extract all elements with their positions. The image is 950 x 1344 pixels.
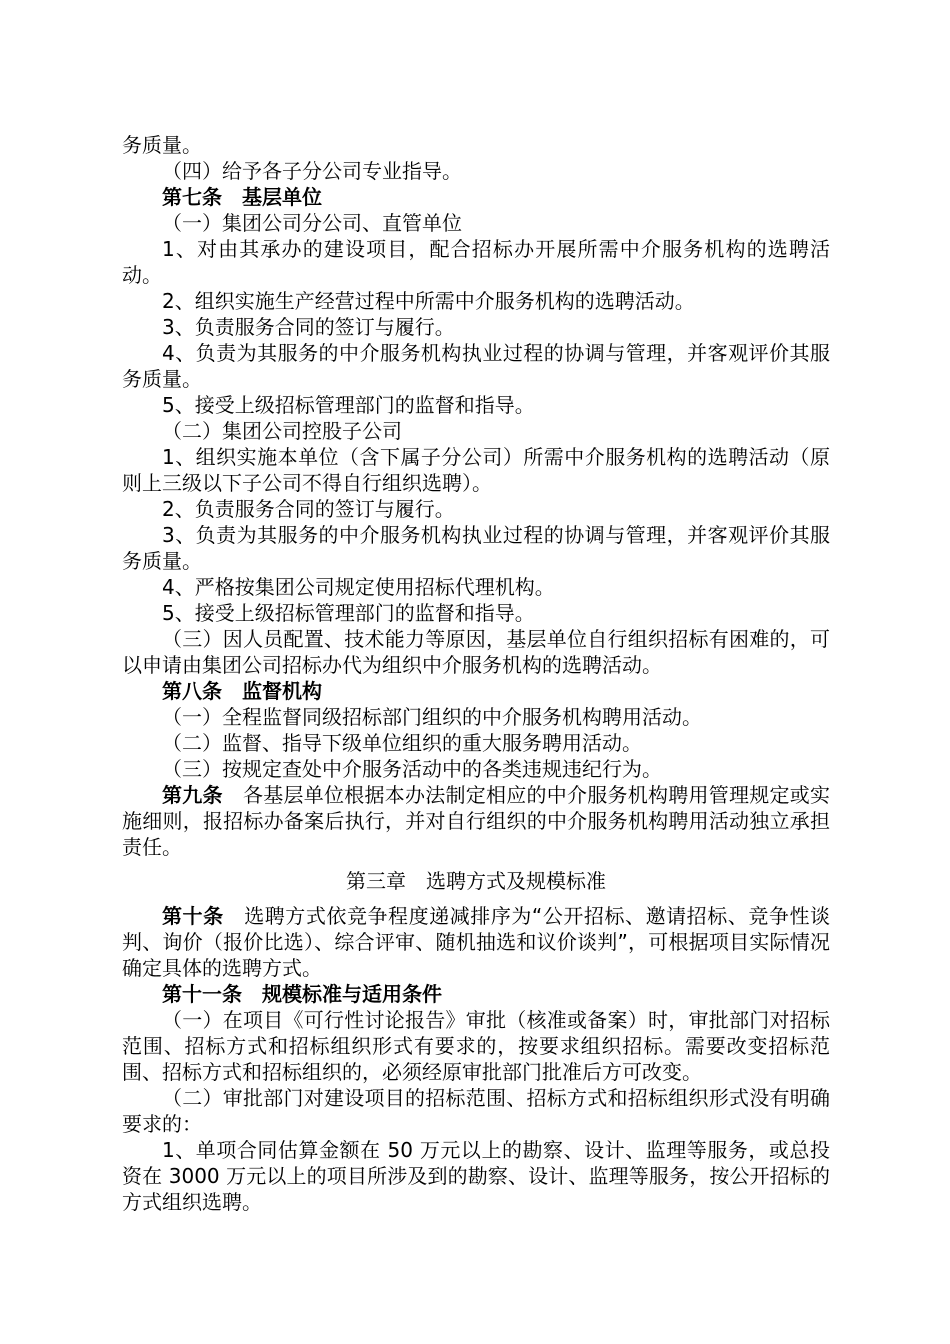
paragraph: 务质量。 bbox=[122, 133, 202, 157]
paragraph: 3、负责服务合同的签订与履行。 bbox=[162, 315, 455, 339]
paragraph: （二）监督、指导下级单位组织的重大服务聘用活动。 bbox=[162, 731, 642, 755]
article-paragraph bbox=[122, 903, 830, 981]
paragraph: （二）审批部门对建设项目的招标范围、招标方式和招标组织形式没有明确要求的： bbox=[122, 1086, 830, 1136]
chapter-title: 第三章 选聘方式及规模标准 bbox=[346, 869, 606, 893]
paragraph: （一）在项目《可行性讨论报告》审批（核准或备案）时，审批部门对招标范围、招标方式和招标组织形式有要求的，按要求组织招标。需要改变招标范围、招标方式和招标组织的，必须经原审批部门批准后方可改变。 bbox=[122, 1008, 830, 1084]
paragraph: 1、对由其承办的建设项目，配合招标办开展所需中介服务机构的选聘活动。 bbox=[122, 237, 830, 287]
article-body: 各基层单位根据本办法制定相应的中介服务机构聘用管理规定或实施细则，报招标办备案后执行，并对自行组织的中介服务机构聘用活动独立承担责任。 bbox=[122, 783, 830, 859]
paragraph: （三）因人员配置、技术能力等原因，基层单位自行组织招标有困难的，可以申请由集团公司招标办代为组织中介服务机构的选聘活动。 bbox=[122, 627, 830, 677]
article-heading: 第十条 bbox=[162, 904, 224, 928]
article-heading: 第八条 监督机构 bbox=[162, 679, 322, 703]
paragraph: 4、严格按集团公司规定使用招标代理机构。 bbox=[162, 575, 555, 599]
article-body: 选聘方式依竞争程度递减排序为“公开招标、邀请招标、竞争性谈判、询价（报价比选）、综合评审、随机抽选和议价谈判”，可根据项目实际情况确定具体的选聘方式。 bbox=[122, 904, 830, 980]
article-heading: 第九条 bbox=[162, 783, 223, 807]
article-paragraph bbox=[122, 782, 830, 860]
paragraph: 2、组织实施生产经营过程中所需中介服务机构的选聘活动。 bbox=[162, 289, 695, 313]
paragraph: （四）给予各子分公司专业指导。 bbox=[162, 159, 462, 183]
paragraph: 1、组织实施本单位（含下属子分公司）所需中介服务机构的选聘活动（原则上三级以下子公司不得自行组织选聘）。 bbox=[122, 445, 830, 495]
paragraph: 3、负责为其服务的中介服务机构执业过程的协调与管理，并客观评价其服务质量。 bbox=[122, 523, 830, 573]
paragraph: 5、接受上级招标管理部门的监督和指导。 bbox=[162, 393, 535, 417]
paragraph: 4、负责为其服务的中介服务机构执业过程的协调与管理，并客观评价其服务质量。 bbox=[122, 341, 830, 391]
paragraph: 1、单项合同估算金额在 50 万元以上的勘察、设计、监理等服务，或总投资在 3000 万元以上的项目所涉及到的勘察、设计、监理等服务，按公开招标的方式组织选聘。 bbox=[122, 1138, 830, 1214]
section-heading: （一）集团公司分公司、直管单位 bbox=[162, 211, 462, 235]
paragraph: （一）全程监督同级招标部门组织的中介服务机构聘用活动。 bbox=[162, 705, 702, 729]
paragraph: （三）按规定查处中介服务活动中的各类违规违纪行为。 bbox=[162, 757, 662, 781]
article-heading: 第十一条 规模标准与适用条件 bbox=[162, 982, 442, 1006]
section-heading: （二）集团公司控股子公司 bbox=[162, 419, 402, 443]
paragraph: 2、负责服务合同的签订与履行。 bbox=[162, 497, 455, 521]
paragraph: 5、接受上级招标管理部门的监督和指导。 bbox=[162, 601, 535, 625]
article-heading: 第七条 基层单位 bbox=[162, 185, 322, 209]
